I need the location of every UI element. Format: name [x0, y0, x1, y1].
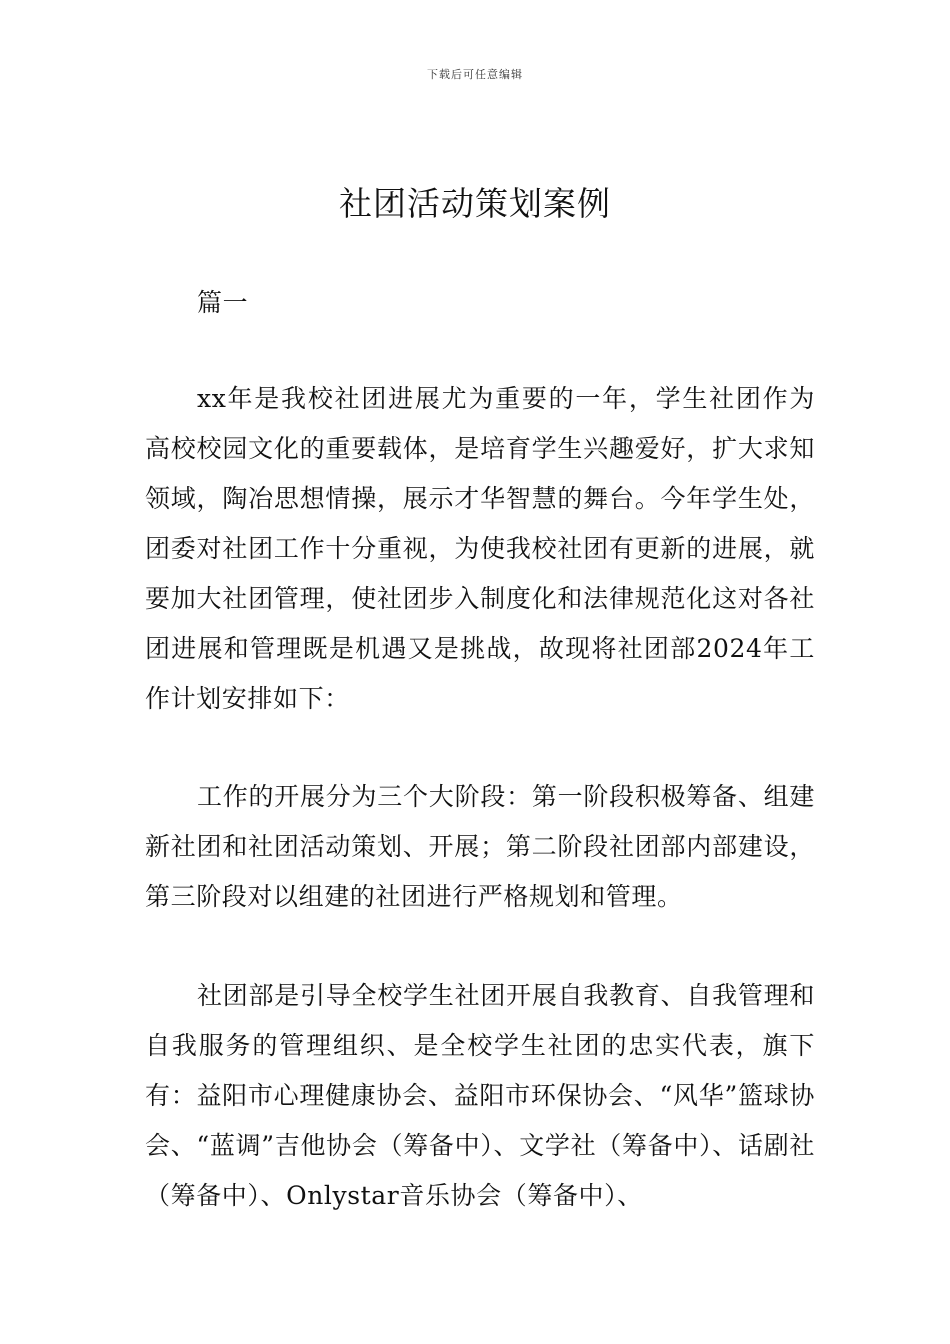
header-note: 下载后可任意编辑: [427, 68, 523, 81]
paragraph-1: xx年是我校社团进展尤为重要的一年，学生社团作为高校校园文化的重要载体，是培育学生兴趣爱好，扩大求知领域，陶冶思想情操，展示才华智慧的舞台。今年学生处，团委对社团工作十分重视，为使我校社团有更新的进展，就要加大社团管理，使社团步入制度化和法律规范化这对各社团进展和管理既是机遇又是挑战，故现将社团部2024年工作计划安排如下：: [145, 384, 815, 713]
section-heading: 篇一: [197, 288, 249, 317]
paragraph-3: 社团部是引导全校学生社团开展自我教育、自我管理和自我服务的管理组织、是全校学生社团的忠实代表，旗下有：益阳市心理健康协会、益阳市环保协会、“风华”篮球协会、“蓝调”吉他协会（筹备中）、文学社（筹备中）、话剧社（筹备中）、Onlystar音乐协会（筹备中）、: [145, 981, 815, 1210]
document-title: 社团活动策划案例: [339, 184, 611, 223]
paragraph-2: 工作的开展分为三个大阶段：第一阶段积极筹备、组建新社团和社团活动策划、开展；第二阶段社团部内部建设，第三阶段对以组建的社团进行严格规划和管理。: [145, 782, 815, 911]
